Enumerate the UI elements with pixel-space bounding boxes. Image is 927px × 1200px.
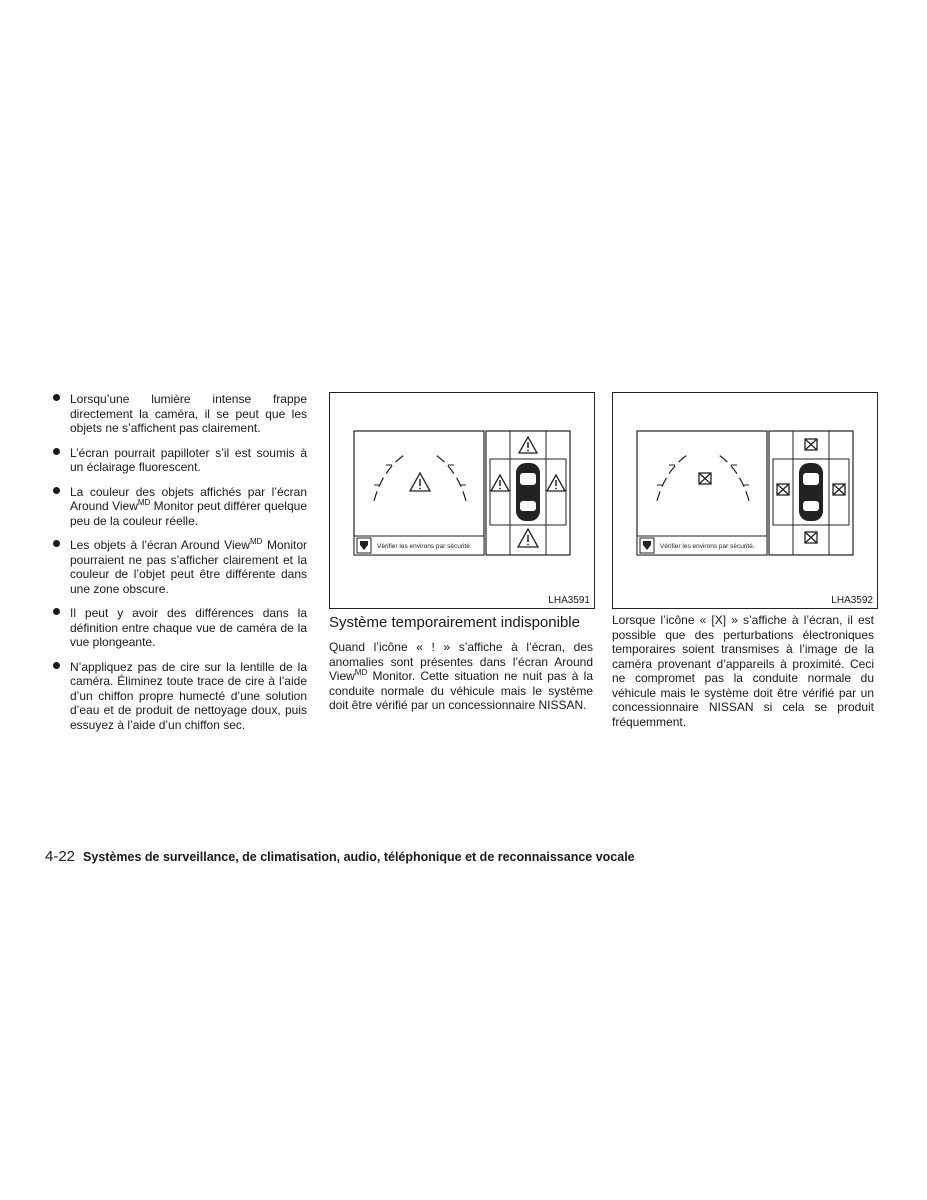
bullet-text: La couleur des objets affichés par l’écran Around View xyxy=(70,484,307,513)
bullet-item xyxy=(53,538,307,596)
around-view-screen-illustration xyxy=(330,393,594,608)
page-number: 4-22 xyxy=(45,848,76,865)
paragraph-text: Quand l’icône « ! » s’affiche à l’écran, des anomalies sont présentes dans l’écran Around View xyxy=(329,640,593,683)
chapter-title: Systèmes de surveillance, de climatisation, audio, téléphonique et de reconnaissance vocale xyxy=(83,850,635,864)
screen-message: Vérifier les environs par sécurité. xyxy=(660,543,755,550)
bullet-item xyxy=(53,485,307,529)
around-view-screen-illustration xyxy=(613,393,877,608)
section-paragraph xyxy=(329,640,593,713)
bullet-item xyxy=(53,660,307,733)
bullet-dot-icon xyxy=(53,448,60,455)
section-interference xyxy=(612,613,874,729)
figure-code: LHA3591 xyxy=(548,595,590,606)
page-footer xyxy=(45,848,635,865)
section-paragraph: Lorsque l’icône « [X] » s’affiche à l’écran, il est possible que des perturbations électroniques temporaires soient transmises à l’image de la caméra provenant d’appareils à proximité. Ceci ne compromet pas la conduite normale du véhicule mais le système doit être vérifié par un concessionnaire NISSAN si cela se produit fréquemment. xyxy=(612,613,874,729)
car-top-view-icon xyxy=(799,463,823,521)
section-temporarily-unavailable xyxy=(329,614,593,713)
section-heading: Système temporairement indisponible xyxy=(329,614,580,631)
bullet-item xyxy=(53,392,307,436)
paragraph-text: Monitor. Cette situation ne nuit pas à la conduite normale du véhicule mais le système doit être vérifié par un concessionnaire NISSAN. xyxy=(329,669,593,712)
bullet-dot-icon xyxy=(53,487,60,494)
bullet-item xyxy=(53,446,307,475)
bullet-dot-icon xyxy=(53,662,60,669)
figure-warning-display xyxy=(329,392,595,609)
bullet-dot-icon xyxy=(53,394,60,401)
bullet-text: Lorsqu’une lumière intense frappe directement la caméra, il se peut que les objets ne s’affichent pas clairement. xyxy=(70,392,307,435)
bullet-list xyxy=(53,392,307,742)
bullet-text: Monitor peut différer quelque peu de la couleur réelle. xyxy=(70,499,307,528)
figure-code: LHA3592 xyxy=(831,595,873,606)
bullet-dot-icon xyxy=(53,608,60,615)
bullet-text: Les objets à l’écran Around View xyxy=(70,538,250,552)
bullet-text: Il peut y avoir des différences dans la définition entre chaque vue de caméra de la vue plongeante. xyxy=(70,606,307,649)
figure-interference-display xyxy=(612,392,878,609)
trademark-sup: MD xyxy=(249,537,263,546)
bullet-text: Monitor pourraient ne pas s’afficher clairement et la couleur de l’objet peut être différente dans une zone obscure. xyxy=(70,538,308,596)
trademark-sup: MD xyxy=(137,498,151,507)
trademark-sup: MD xyxy=(354,668,368,677)
bullet-dot-icon xyxy=(53,540,60,547)
bullet-text: N’appliquez pas de cire sur la lentille de la caméra. Éliminez toute trace de cire à l’aide d’un chiffon propre humecté d’une solution d’eau et de produit de nettoyage doux, puis essuyez à l’aide d’un chiffon sec. xyxy=(70,659,307,732)
bullet-text: L’écran pourrait papilloter s’il est soumis à un éclairage fluorescent. xyxy=(70,445,307,474)
screen-message: Vérifier les environs par sécurité. xyxy=(377,543,472,550)
car-top-view-icon xyxy=(516,463,540,521)
bullet-item xyxy=(53,606,307,650)
